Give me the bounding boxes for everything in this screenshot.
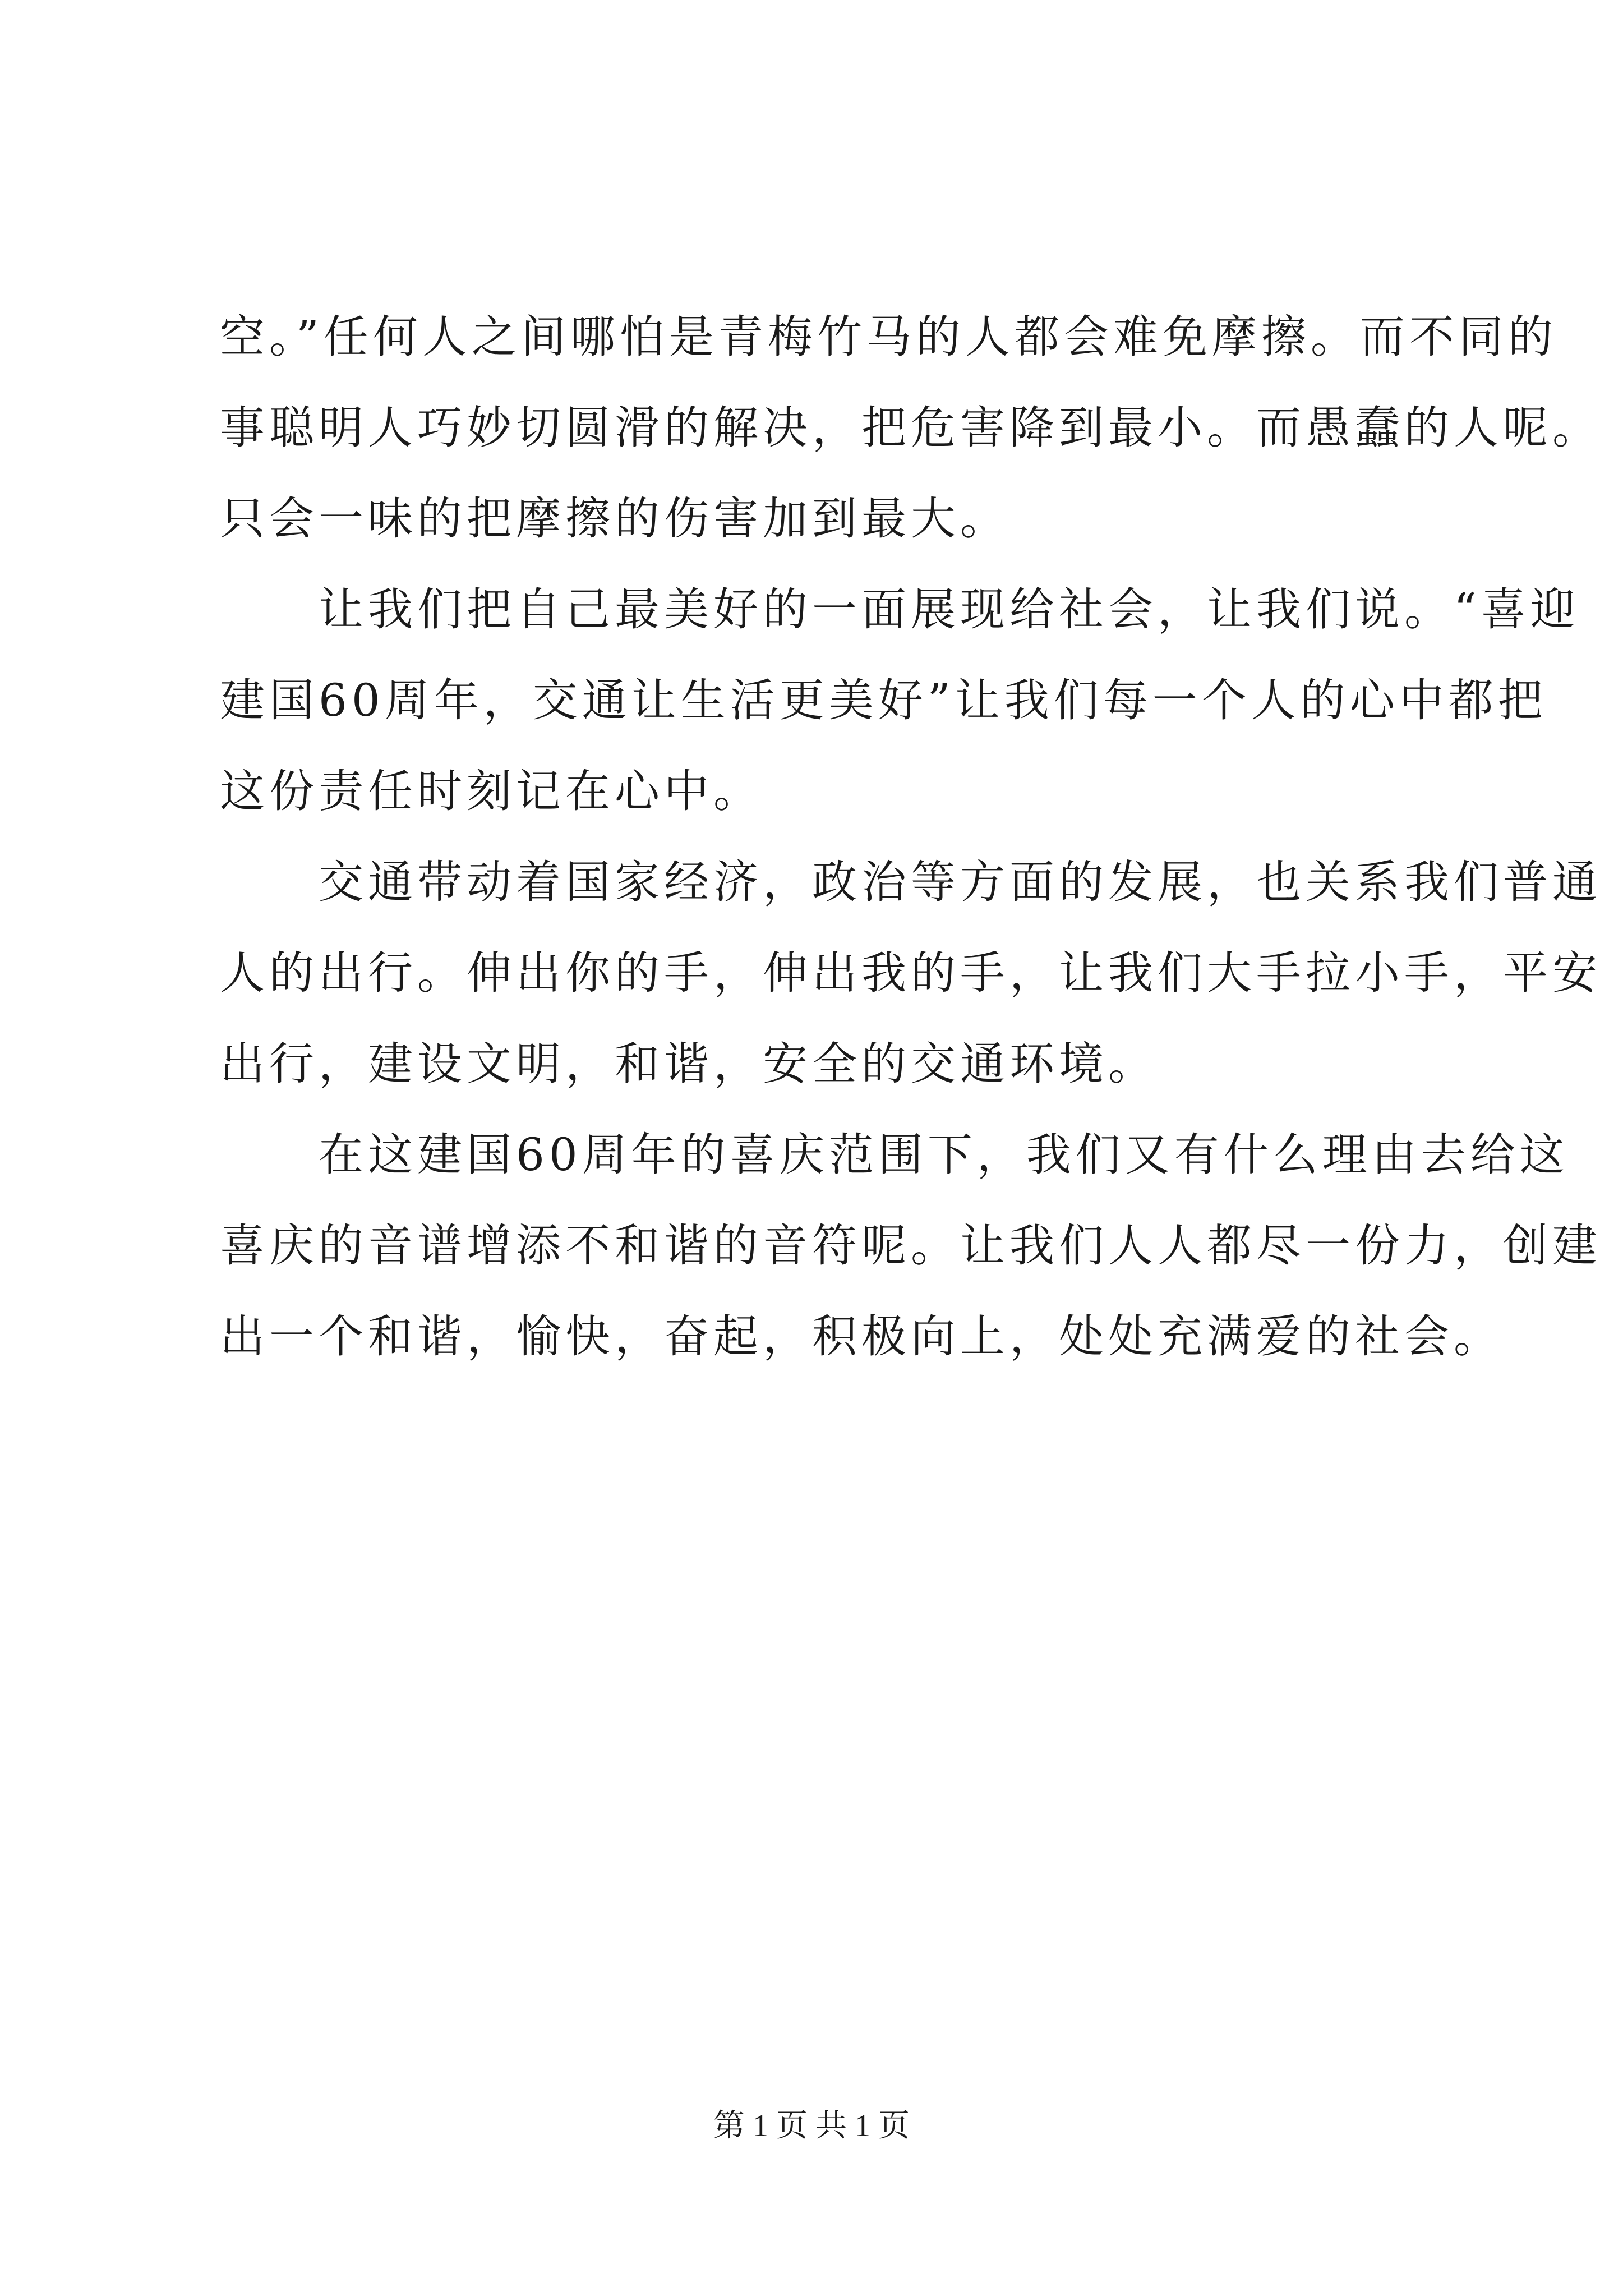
document-body <box>220 292 1602 1382</box>
text-line: 人的出行。伸出你的手，伸出我的手，让我们大手拉小手，平安 <box>220 947 1602 999</box>
text-line: 喜庆的音谱增添不和谐的音符呢。让我们人人都尽一份力，创建 <box>220 1220 1602 1272</box>
text-line: 空。”任何人之间哪怕是青梅竹马的人都会难免摩擦。而不同的 <box>220 311 1557 363</box>
text-line: 出一个和谐，愉快，奋起，积极向上，处处充满爱的社会。 <box>220 1310 1503 1363</box>
text-line: 出行，建设文明，和谐，安全的交通环境。 <box>220 1038 1158 1090</box>
text-line: 这份责任时刻记在心中。 <box>220 765 763 817</box>
page-footer: 第 1 页 共 1 页 <box>713 2109 910 2143</box>
paragraph-first-line: 在这建国60周年的喜庆范围下，我们又有什么理由去给这 <box>319 1129 1569 1181</box>
text-line: 建国60周年，交通让生活更美好”让我们每一个人的心中都把 <box>220 674 1547 726</box>
text-line: 只会一味的把摩擦的伤害加到最大。 <box>220 493 1009 545</box>
text-line: 事聪明人巧妙切圆滑的解决，把危害降到最小。而愚蠢的人呢。 <box>220 402 1602 454</box>
paragraph-first-line: 让我们把自己最美好的一面展现给社会，让我们说。“喜迎 <box>319 583 1580 636</box>
paragraph-first-line: 交通带动着国家经济，政治等方面的发展，也关系我们普通 <box>319 856 1602 908</box>
